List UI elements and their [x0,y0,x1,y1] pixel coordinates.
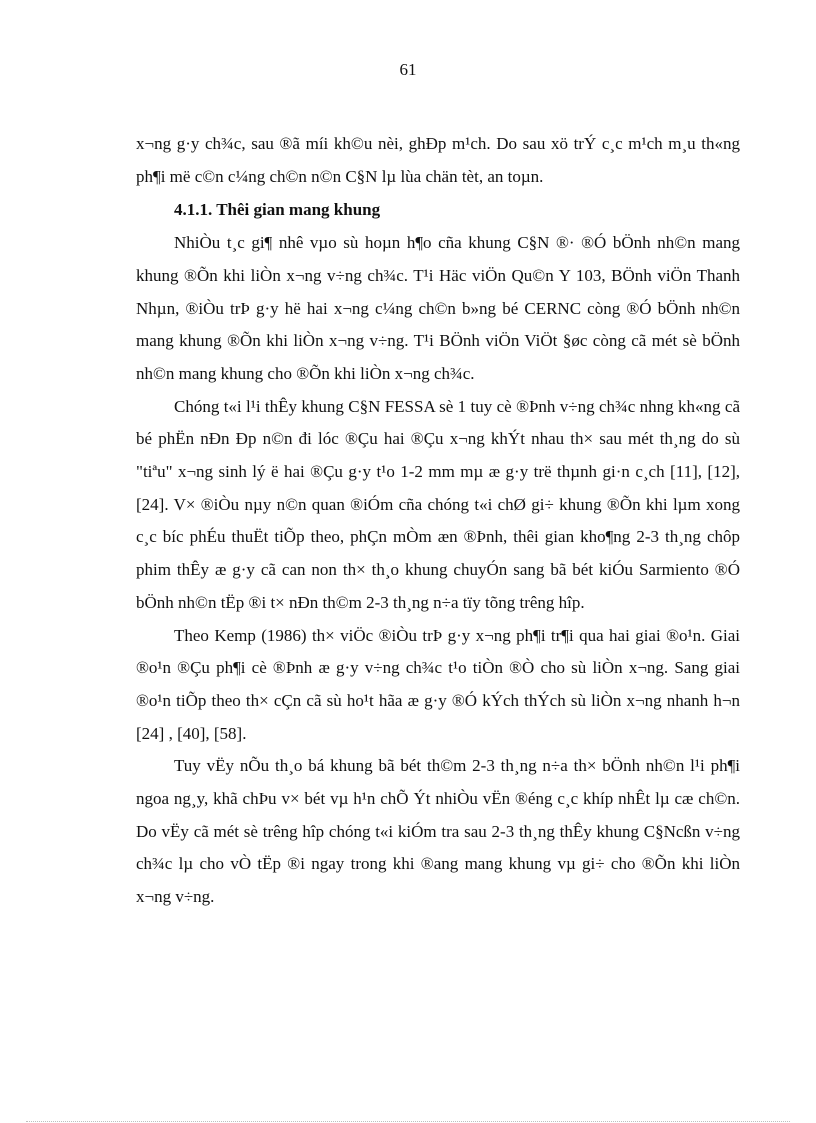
page-bottom-divider [26,1121,790,1122]
section-heading: 4.1.1. Thêi gian mang khung [174,200,381,220]
paragraph-3: Theo Kemp (1986) th× viÖc ®iÒu trÞ g·y x¬ng ph¶i tr¶i qua hai giai ®o¹n. Giai ®o¹n ®Çu ph¶i cè ®Þnh æ g·y v÷ng ch¾c t¹o tiÒn ®Ò cho sù liÒn x¬ng. Sang giai ®o¹n tiÕp theo th× cÇn cã sù ho¹t hãa æ g·y ®Ó kÝch thÝch sù liÒn x¬ng nhanh h¬n [24] , [40], [58]. [136,625,740,743]
intro-paragraph: x¬ng g·y ch¾c, sau ®ã míi kh©u nèi, ghÐp m¹ch. Do sau xö trÝ c¸c m¹ch m¸u th«ng ph¶i më c©n c¼ng ch©n n©n C§N lµ lùa chän tèt, an toµn. [136,134,740,186]
paragraph-4: Tuy vËy nÕu th¸o bá khung bã bét th©m 2-3 th¸ng n÷a th× bÖnh nh©n l¹i ph¶i ngoa ng¸y, khã chÞu v× bét vµ h¹n chÕ Ýt nhiÒu vËn ®éng c¸c khíp nhÊt lµ cæ ch©n. Do vËy cã mét sè trêng hîp chóng t«i kiÓm tra sau 2-3 th¸ng thÊy khung C§Ncßn v÷ng ch¾c lµ cho vÒ tËp ®i ngay trong khi ®ang mang khung vµ gi÷ cho ®Õn khi liÒn x¬ng v÷ng. [136,756,740,907]
document-body [136,128,740,914]
paragraph-2: Chóng t«i l¹i thÊy khung C§N FESSA sè 1 tuy cè ®Þnh v÷ng ch¾c nhng kh«ng cã bé phËn nÐn Ðp n©n đi lóc ®Çu hai ®Çu x¬ng khÝt nhau th× sau mét th¸ng do sù "tiªu" x¬ng sinh lý ë hai ®Çu g·y t¹o 1-2 mm mµ æ g·y trë thµnh gi·n c¸ch [11], [12], [24]. V× ®iÒu nµy n©n quan ®iÓm cña chóng t«i chØ gi÷ khung ®Õn khi lµm xong c¸c bíc phÉu thuËt tiÕp theo, phÇn mÒm æn ®Þnh, thêi gian kho¶ng 2-3 th¸ng chôp phim thÊy æ g·y cã can non th× th¸o khung chuyÓn sang bã bét kiÓu Sarmiento ®Ó bÖnh nh©n tËp ®i t× nÐn th©m 2-3 th¸ng n÷a tïy tõng trêng hîp. [136,396,740,612]
page-number: 61 [399,60,417,79]
paragraph-1: NhiÒu t¸c gi¶ nhê vµo sù hoµn h¶o cña khung C§N ®· ®Ó bÖnh nh©n mang khung ®Õn khi liÒn x¬ng v÷ng ch¾c. T¹i Häc viÖn Qu©n Y 103, BÖnh viÖn Thanh Nhµn, ®iÒu trÞ g·y hë hai x¬ng c¼ng ch©n b»ng bé CERNC còng ®Ó bÖnh nh©n mang khung ®Õn khi liÒn x¬ng v÷ng. T¹i BÖnh viÖn ViÖt §øc còng cã mét sè bÖnh nh©n mang khung cho ®Õn khi liÒn x¬ng ch¾c. [136,233,740,383]
